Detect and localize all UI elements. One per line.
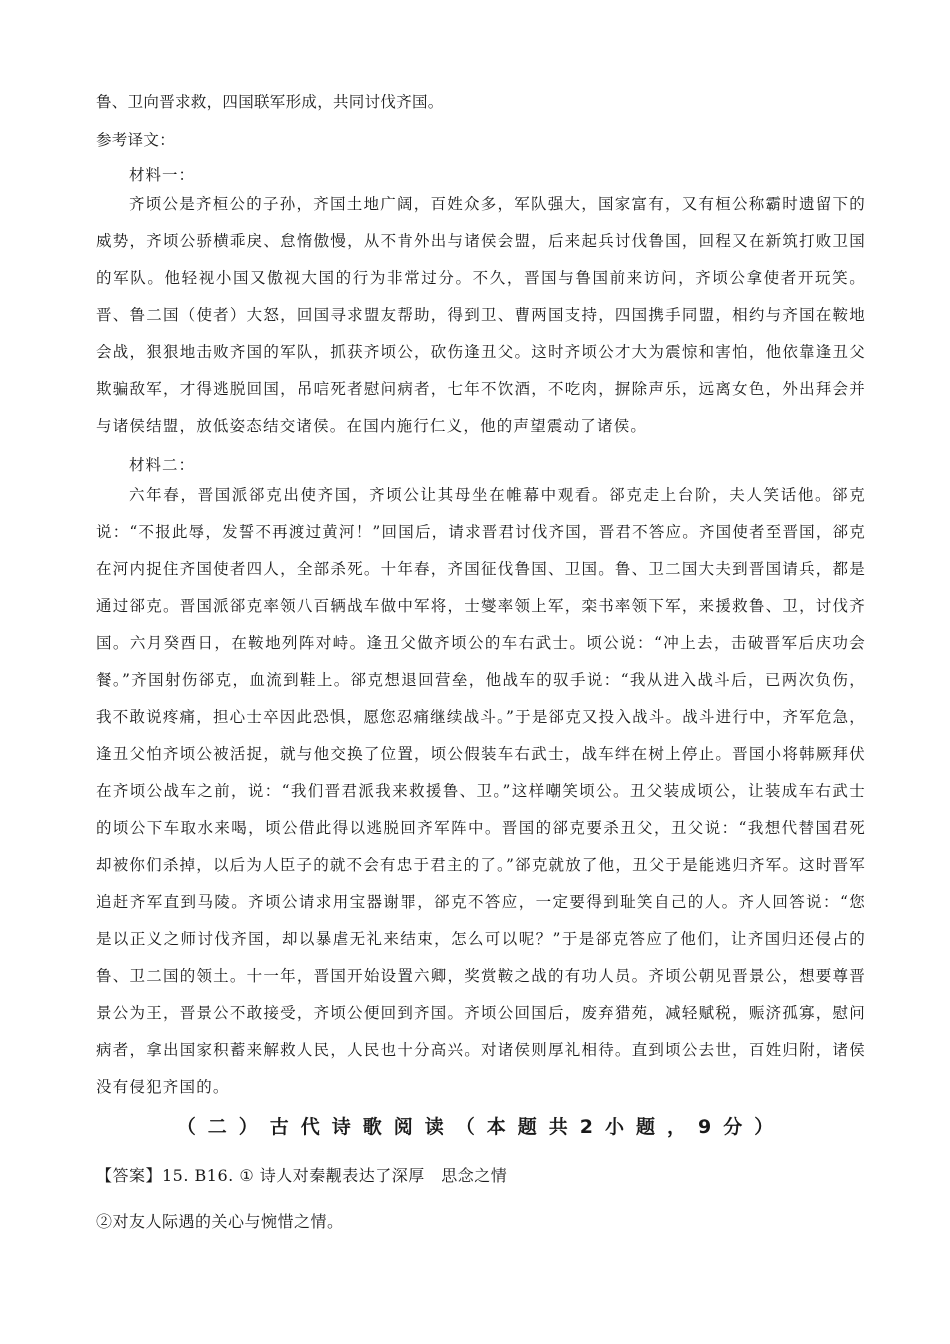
- material-2-label: 材料二：: [129, 456, 196, 474]
- material-1-paragraph: 齐顷公是齐桓公的子孙，齐国土地广阔，百姓众多，军队强大，国家富有，又有桓公称霸时遗留下的威势，齐顷公骄横乖戾、怠惰傲慢，从不肯外出与诸侯会盟，后来起兵讨伐鲁国，回程又在新筑打败卫国的军队。他轻视小国又傲视大国的行为非常过分。不久，晋国与鲁国前来访问，齐顷公拿使者开玩笑。晋、鲁二国（使者）大怒，回国寻求盟友帮助，得到卫、曹两国支持，四国携手同盟，相约与齐国在鞍地会战，狠狠地击败齐国的军队，抓获齐顷公，砍伤逢丑父。这时齐顷公才大为震惊和害怕，他依靠逢丑父欺骗敌军，才得逃脱回国，吊唁死者慰问病者，七年不饮酒，不吃肉，摒除声乐，远离女色，外出拜会并与诸侯结盟，放低姿态结交诸侯。在国内施行仁义，他的声望震动了诸侯。: [96, 195, 866, 435]
- material-2-text: [96, 477, 866, 1106]
- answer-line-1: 【答案】15. B16. ① 诗人对秦觏表达了深厚 思念之情: [96, 1166, 508, 1185]
- material-1-text: [96, 186, 866, 445]
- material-2-paragraph: 六年春，晋国派郤克出使齐国，齐顷公让其母坐在帷幕中观看。郤克走上台阶，夫人笑话他。郤克说：“不报此辱，发誓不再渡过黄河！”回国后，请求晋君讨伐齐国，晋君不答应。齐国使者至晋国，郤克在河内捉住齐国使者四人，全部杀死。十年春，齐国征伐鲁国、卫国。鲁、卫二国大夫到晋国请兵，都是通过郤克。晋国派郤克率领八百辆战车做中军将，士燮率领上军，栾书率领下军，来援救鲁、卫，讨伐齐国。六月癸酉日，在鞍地列阵对峙。逢丑父做齐顷公的车右武士。顷公说：“冲上去，击破晋军后庆功会餐。”齐国射伤郤克，血流到鞋上。郤克想退回营垒，他战车的驭手说：“我从进入战斗后，已两次负伤，我不敢说疼痛，担心士卒因此恐惧，愿您忍痛继续战斗。”于是郤克又投入战斗。战斗进行中，齐军危急，逢丑父怕齐顷公被活捉，就与他交换了位置，顷公假装车右武士，战车绊在树上停止。晋国小将韩厥拜伏在齐顷公战车之前，说：“我们晋君派我来救援鲁、卫。”这样嘲笑顷公。丑父装成顷公，让装成车右武士的顷公下车取水来喝，顷公借此得以逃脱回齐军阵中。晋国的郤克要杀丑父，丑父说：“我想代替国君死却被你们杀掉，以后为人臣子的就不会有忠于君主的了。”郤克就放了他，丑父于是能逃归齐军。这时晋军追赶齐军直到马陵。齐顷公请求用宝器谢罪，郤克不答应，一定要得到耻笑自己的人。齐人回答说：“您是以正义之师讨伐齐国，却以暴虐无礼来结束，怎么可以呢？”于是郤克答应了他们，让齐国归还侵占的鲁、卫二国的领土。十一年，晋国开始设置六卿，奖赏鞍之战的有功人员。齐顷公朝见晋景公，想要尊晋景公为王，晋景公不敢接受，齐顷公便回到齐国。齐顷公回国后，废弃猎苑，减轻赋税，赈济孤寡，慰问病者，拿出国家积蓄来解救人民，人民也十分高兴。对诸侯则厚礼相待。直到顷公去世，百姓归附，诸侯没有侵犯齐国的。: [96, 486, 866, 1096]
- top-line: 鲁、卫向晋求救，四国联军形成，共同讨伐齐国。: [96, 93, 444, 111]
- material-1-label: 材料一：: [129, 166, 196, 184]
- section-title: （二）古代诗歌阅读（本题共2小题，9分）: [176, 1116, 786, 1138]
- answer-line-2: ②对友人际遇的关心与惋惜之情。: [96, 1212, 344, 1231]
- reference-translation-label: 参考译文：: [96, 131, 176, 149]
